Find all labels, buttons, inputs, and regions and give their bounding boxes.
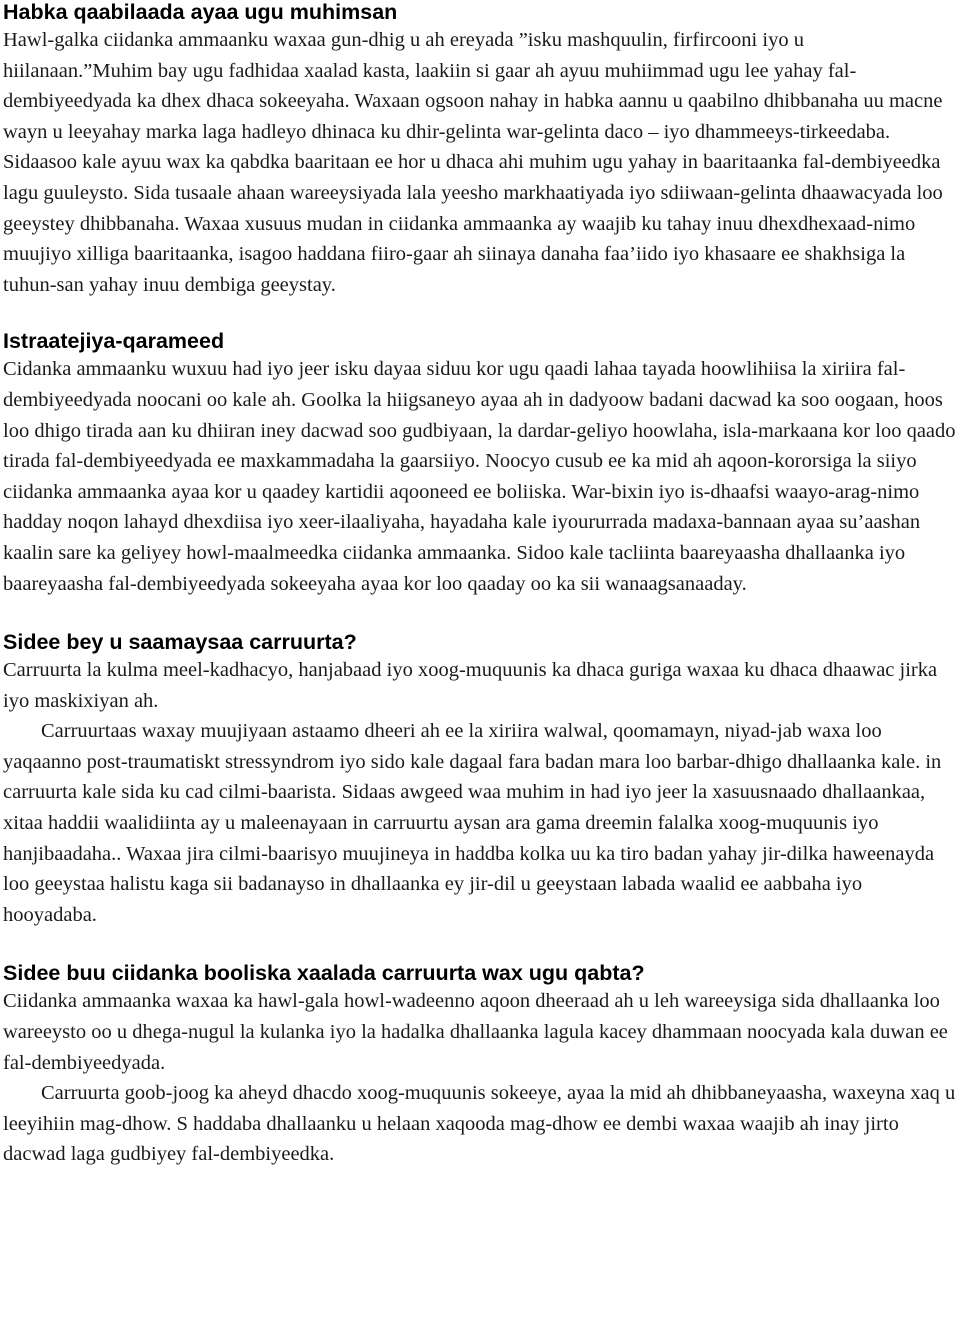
section-booliska-xaalad <box>3 960 957 1170</box>
document-page <box>3 0 957 1170</box>
section-paragraph: Ciidanka ammaanka waxaa ka hawl-gala howl-wadeenno aqoon dheeraad ah u leh wareeysiga sida dhallaanka loo wareeysto oo u dhega-nugul la kulanka iyo la hadalka dhallaanka lagula kacey dhammaan noocyada kala duwan ee fal-dembiyeedyada. <box>3 990 948 1074</box>
section-paragraph: Hawl-galka ciidanka ammaanku waxaa gun-dhig u ah ereyada ”isku mashquulin, firfircooni iyo u hiilanaan.”Muhim bay ugu fadhidaa xaalad kasta, laakiin si gaar ah ayuu muhiimmad ugu lee yahay fal-dembiyeedyada ka dhex dhaca sokeeyaha. Waxaan ogsoon nahay in habka aannu u qaabilno dhibbanaha uu macne wayn u leeyahay marka laga hadleyo dhinaca ku dhir-gelinta war-gelinta daco – iyo dhammeeys-tirkeedaba. Sidaasoo kale ayuu wax ka qabdka baaritaan ee hor u dhaca ahi muhim ugu yahay in baaritaanka fal-dembiyeedka lagu guuleysto. Sida tusaale ahaan wareeysiyada lala yeesho markhaatiyada iyo sdiiwaan-gelinta dhaawacyada loo geeystey dhibbanaha. Waxaa xusuus mudan in ciidanka ammaanka ay waajib ku tahay inuu dhexdhexaad-nimo muujiyo xilliga baaritaanka, isagoo haddana fiiro-gaar ah siinaya danaha faa’iido iyo khasaare ee shakhsiga la tuhun-san yahay inuu dembiga geeystay. <box>3 29 943 296</box>
section-qaabilaad <box>3 0 957 300</box>
section-heading: Istraatejiya-qarameed <box>3 329 225 354</box>
section-heading: Habka qaabilaada ayaa ugu muhimsan <box>3 0 398 24</box>
section-istraatejiya <box>3 328 957 599</box>
section-paragraph: Carruurtaas waxay muujiyaan astaamo dheeri ah ee la xiriira walwal, qoomamayn, niyad-jab waxa loo yaqaanno post-traumatiskt stressyndrom iyo sido kale dagaal fara badan mara loo barbar-dhigo dhallaanka kale. in carruurta kale sida ku cad cilmi-baarista. Sidaas awgeed waa muhim in had iyo jeer la xasuusnaado dhallaankaa, xitaa haddii waalidiinta ay u maleenayaan in carruurtu aysan ara gama dreemin falalka xoog-muquunis iyo hanjibaadaha.. Waxaa jira cilmi-baarisyo muujineya in haddba kolka uu ka tiro badan yahay jir-dilka haweenayda loo geeystaa halistu kaga sii badanayso in dhallaanka ey jir-dil u geeystaan labada waalid ee aabbaha iyo hooyadaba. <box>3 720 942 926</box>
section-paragraph: Carruurta la kulma meel-kadhacyo, hanjabaad iyo xoog-muquunis ka dhaca guriga waxaa ku dhaca dhaawac jirka iyo maskixiyan ah. <box>3 659 938 712</box>
section-heading: Sidee buu ciidanka booliska xaalada carruurta wax ugu qabta? <box>3 961 645 986</box>
section-paragraph: Cidanka ammaanku wuxuu had iyo jeer isku dayaa siduu kor ugu qaadi lahaa tayada hoowlihiisa la xiriira fal-dembiyeedyada noocani oo kale ah. Goolka la hiigsaneyo ayaa ah in dadyoow badani dacwad ka soo oogaan, hoos loo dhigo tirada aan ku dhiiran iney dacwad soo gudbiyaan, la dardar-geliyo hoowlaha, isla-markaana kor loo qaado tirada fal-dembiyeedyada ee maxkammadaha la gaarsiiyo. Noocyo cusub ee ka mid ah aqoon-kororsiga la siiyo ciidanka ammaanka ayaa kor u qaadey kartidii aqooneed ee boliiska. War-bixin iyo is-dhaafsi waayo-arag-nimo hadday noqon lahayd dhexdiisa iyo xeer-ilaaliyaha, hayadaha kale iyoururrada madaxa-bannaan ayaa su’aashan kaalin sare ka geliyey howl-maalmeedka ciidanka ammaanka. Sidoo kale tacliinta baareyaasha dhallaanka iyo baareyaasha fal-dembiyeedyada sokeeyaha ayaa kor loo qaaday oo ka sii wanaagsanaaday. <box>3 358 956 595</box>
section-paragraph: Carruurta goob-joog ka aheyd dhacdo xoog-muquunis sokeeye, ayaa la mid ah dhibbaneyaasha, waxeyna xaq u leeyihiin mag-dhow. S haddaba dhallaanku u helaan xaqooda mag-dhow ee dembi waxaa waajib ah inay jirto dacwad laga gudbiyey fal-dembiyeedka. <box>3 1082 956 1166</box>
section-heading: Sidee bey u saamaysaa carruurta? <box>3 630 357 655</box>
section-carruurta-saameyn <box>3 629 957 930</box>
